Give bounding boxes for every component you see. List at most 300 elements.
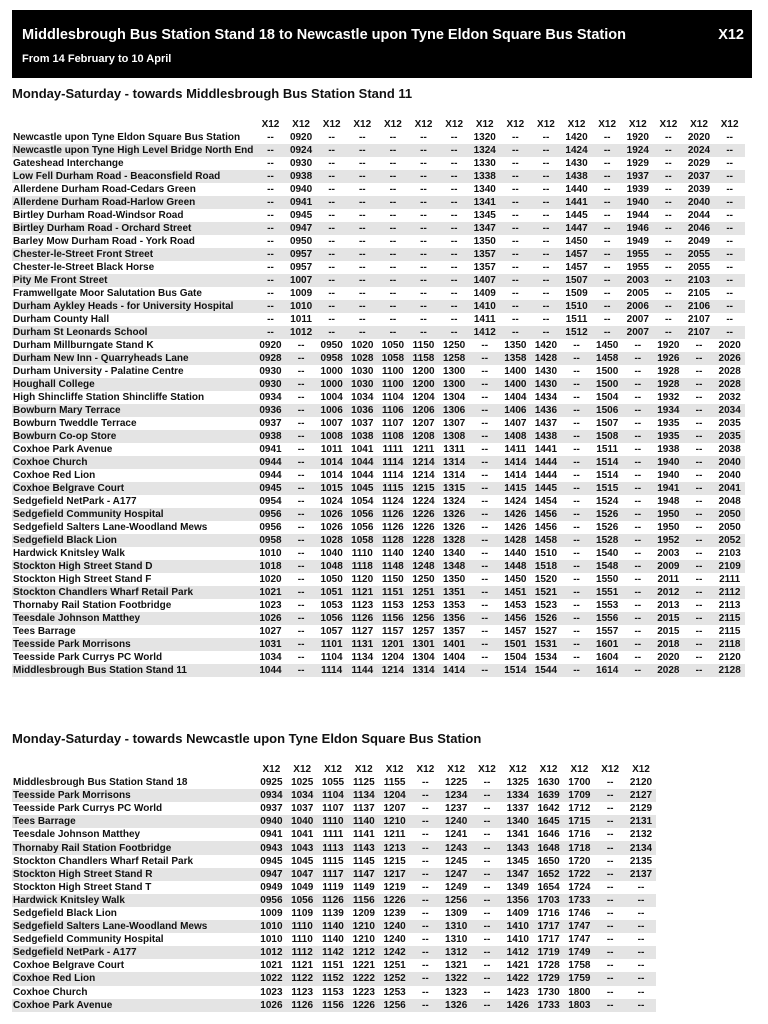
departure-time: 1506 xyxy=(592,404,623,417)
departure-time: 2018 xyxy=(653,638,684,651)
departure-time: 1117 xyxy=(318,868,349,881)
stop-name: Tees Barrage xyxy=(12,815,256,828)
departure-time: 1030 xyxy=(347,378,378,391)
departure-time: 1007 xyxy=(286,274,317,287)
departure-time: -- xyxy=(439,300,470,313)
departure-time: -- xyxy=(358,210,366,221)
departure-time: -- xyxy=(408,196,439,209)
departure-time: -- xyxy=(347,196,378,209)
departure-time: -- xyxy=(726,158,733,169)
departure-time: 1111 xyxy=(382,444,404,455)
departure-time: -- xyxy=(297,418,305,429)
stop-name: Newcastle upon Tyne High Level Bridge North End xyxy=(13,145,254,156)
departure-time: -- xyxy=(573,652,580,663)
departure-time: -- xyxy=(422,960,429,972)
departure-time: -- xyxy=(595,841,626,854)
departure-time: 1150 xyxy=(382,574,404,585)
departure-time: -- xyxy=(684,378,715,391)
departure-time: 1500 xyxy=(596,366,619,377)
departure-time: -- xyxy=(297,522,305,533)
section-title-northbound: Monday-Saturday - towards Newcastle upon Tyne Eldon Square Bus Station xyxy=(12,731,482,746)
departure-time: -- xyxy=(595,972,626,985)
stop-name: Durham University - Palatine Centre xyxy=(13,366,184,377)
route-number: X12 xyxy=(718,27,744,43)
departure-time: -- xyxy=(316,248,347,261)
departure-time: 2011 xyxy=(657,574,680,585)
departure-time: 1345 xyxy=(473,210,496,221)
departure-time: 1010 xyxy=(286,300,317,313)
departure-time: 1110 xyxy=(287,920,318,933)
departure-time: 1950 xyxy=(657,522,680,533)
departure-time: -- xyxy=(542,132,550,143)
departure-time: 1240 xyxy=(379,920,410,933)
departure-time: 1534 xyxy=(534,652,558,663)
departure-time: -- xyxy=(603,262,611,273)
departure-time: 1450 xyxy=(596,340,619,351)
departure-time: -- xyxy=(714,274,745,287)
departure-time: -- xyxy=(297,548,305,559)
departure-time: 1000 xyxy=(320,366,343,377)
departure-time: -- xyxy=(622,352,653,365)
departure-time: 1028 xyxy=(316,534,347,547)
departure-time: 0945 xyxy=(255,482,286,495)
departure-time: -- xyxy=(726,210,733,221)
departure-time: 2120 xyxy=(629,777,653,789)
departure-time: 1507 xyxy=(561,274,592,287)
stop-name: Stockton High Street Stand R xyxy=(12,868,256,881)
departure-time: 1222 xyxy=(348,972,379,985)
departure-time: -- xyxy=(439,222,470,235)
departure-time: 2132 xyxy=(629,829,653,841)
departure-time: 0930 xyxy=(259,366,282,377)
departure-time: -- xyxy=(622,430,653,443)
departure-time: 1511 xyxy=(596,444,619,455)
departure-time: -- xyxy=(316,300,347,313)
departure-time: 1441 xyxy=(561,196,592,209)
departure-time: 1428 xyxy=(531,352,562,365)
departure-time: 1709 xyxy=(564,789,595,802)
departure-time: 0930 xyxy=(289,158,313,169)
departure-time: 1034 xyxy=(351,392,374,403)
departure-time: -- xyxy=(286,404,317,417)
departure-time: 0944 xyxy=(255,456,286,469)
departure-time: -- xyxy=(328,262,336,273)
departure-time: 1929 xyxy=(626,158,649,169)
departure-time: 0940 xyxy=(256,815,287,828)
departure-time: 1423 xyxy=(506,986,529,998)
departure-time: -- xyxy=(378,274,409,287)
departure-time: 1326 xyxy=(439,508,470,521)
departure-time: -- xyxy=(573,340,580,351)
departure-time: 2115 xyxy=(714,612,745,625)
departure-time: 1224 xyxy=(412,496,435,507)
departure-time: -- xyxy=(606,907,614,919)
departure-time: 1553 xyxy=(596,600,619,611)
departure-time: -- xyxy=(378,144,409,157)
departure-time: 1210 xyxy=(352,934,375,946)
departure-time: 1601 xyxy=(592,638,623,651)
departure-time: 2020 xyxy=(657,652,680,663)
departure-time: 1027 xyxy=(259,626,282,637)
departure-time: 1022 xyxy=(256,972,287,985)
departure-time: -- xyxy=(408,274,439,287)
departure-time: -- xyxy=(606,934,614,946)
departure-time: 2029 xyxy=(687,158,711,169)
departure-time: 1341 xyxy=(469,196,500,209)
departure-time: -- xyxy=(286,378,317,391)
departure-time: 1420 xyxy=(534,340,558,351)
departure-time: 1106 xyxy=(378,404,409,417)
departure-time: 2007 xyxy=(622,326,653,339)
departure-time: 1420 xyxy=(565,132,588,143)
route-header: X12 xyxy=(598,119,617,130)
departure-time: 1252 xyxy=(379,972,410,985)
departure-time: 1221 xyxy=(352,960,375,972)
departure-time: 1411 xyxy=(473,314,496,325)
departure-time: 1256 xyxy=(408,612,439,625)
departure-time: -- xyxy=(469,430,500,443)
timetable-row xyxy=(12,986,656,999)
departure-time: 1018 xyxy=(255,560,286,573)
departure-time: 1140 xyxy=(382,548,404,559)
departure-time: 1654 xyxy=(537,881,560,893)
departure-time: 1240 xyxy=(441,815,472,828)
departure-time: 1948 xyxy=(657,496,680,507)
departure-time: -- xyxy=(573,548,580,559)
departure-time: 1021 xyxy=(260,960,283,972)
departure-time: 1010 xyxy=(259,548,282,559)
departure-time: 1409 xyxy=(506,907,529,919)
route-header: X12 xyxy=(384,119,402,130)
route-header: X12 xyxy=(447,764,466,775)
timetable-row xyxy=(12,651,745,664)
departure-time: 1406 xyxy=(500,404,531,417)
departure-time: 2035 xyxy=(718,418,741,429)
departure-time: 2107 xyxy=(684,326,715,339)
departure-time: 1214 xyxy=(378,664,409,677)
departure-time: -- xyxy=(512,210,519,221)
departure-time: 1011 xyxy=(320,444,343,455)
departure-time: 1118 xyxy=(347,560,378,573)
departure-time: 1300 xyxy=(439,378,470,391)
departure-time: -- xyxy=(469,586,500,599)
departure-time: 1524 xyxy=(596,496,619,507)
timetable-row xyxy=(12,638,745,651)
departure-time: 1228 xyxy=(408,534,439,547)
departure-time: 1257 xyxy=(412,626,435,637)
departure-time: 1026 xyxy=(320,522,343,533)
header-banner xyxy=(12,10,752,78)
departure-time: 1430 xyxy=(534,366,558,377)
departure-time: -- xyxy=(561,378,592,391)
departure-time: 1445 xyxy=(565,210,588,221)
departure-time: -- xyxy=(637,881,645,893)
departure-time: 1253 xyxy=(412,600,435,611)
departure-time: -- xyxy=(439,170,470,183)
departure-time: 0958 xyxy=(316,352,347,365)
route-header: X12 xyxy=(385,764,404,775)
departure-time: 1036 xyxy=(347,404,378,417)
departure-time: -- xyxy=(439,274,470,287)
departure-time: 1932 xyxy=(657,392,680,403)
departure-time: -- xyxy=(358,288,366,299)
departure-time: 0941 xyxy=(260,829,283,841)
departure-time: 2013 xyxy=(657,600,680,611)
departure-time: -- xyxy=(626,920,657,933)
stop-name: Newcastle upon Tyne Eldon Square Bus Station xyxy=(13,132,241,143)
timetable-row xyxy=(12,417,745,430)
departure-time: -- xyxy=(622,404,653,417)
timetable-row xyxy=(12,946,656,959)
departure-time: -- xyxy=(695,574,703,585)
departure-time: 2039 xyxy=(687,184,711,195)
departure-time: 2028 xyxy=(714,378,745,391)
stop-name: Sedgefield Black Lion xyxy=(12,534,255,547)
stop-name: Sedgefield Salters Lane-Woodland Mews xyxy=(12,920,256,933)
departure-time: -- xyxy=(622,560,653,573)
departure-time: 1527 xyxy=(534,626,558,637)
departure-time: -- xyxy=(512,132,519,143)
departure-time: 1717 xyxy=(533,920,564,933)
departure-time: 1500 xyxy=(592,378,623,391)
departure-time: 1056 xyxy=(351,522,374,533)
timetable-row xyxy=(12,815,656,828)
departure-time: 1206 xyxy=(408,404,439,417)
stop-name: Framwellgate Moor Salutation Bus Gate xyxy=(13,288,202,299)
departure-time: 1134 xyxy=(351,652,374,663)
departure-time: -- xyxy=(531,248,562,261)
departure-time: 1312 xyxy=(441,946,472,959)
departure-time: -- xyxy=(561,664,592,677)
departure-time: 1356 xyxy=(439,612,470,625)
departure-time: -- xyxy=(472,999,503,1012)
departure-time: 1026 xyxy=(316,508,347,521)
stop-name: Coxhoe Belgrave Court xyxy=(12,482,255,495)
departure-time: -- xyxy=(531,326,562,339)
departure-time: 1025 xyxy=(291,777,314,789)
departure-time: 2024 xyxy=(684,144,715,157)
stop-name: Houghall College xyxy=(12,378,255,391)
departure-time: -- xyxy=(347,274,378,287)
departure-time: -- xyxy=(422,881,429,893)
departure-time: -- xyxy=(695,652,703,663)
departure-time: 1414 xyxy=(504,470,527,481)
departure-time: 1234 xyxy=(441,789,472,802)
departure-time: 1803 xyxy=(564,999,595,1012)
departure-time: -- xyxy=(420,314,427,325)
departure-time: -- xyxy=(684,404,715,417)
departure-time: -- xyxy=(286,612,317,625)
departure-time: -- xyxy=(472,789,503,802)
departure-time: 1156 xyxy=(378,612,409,625)
departure-time: 1501 xyxy=(500,638,531,651)
departure-time: -- xyxy=(286,638,317,651)
departure-time: -- xyxy=(328,132,336,143)
departure-time: 1251 xyxy=(383,960,406,972)
departure-time: -- xyxy=(603,288,611,299)
departure-time: 0956 xyxy=(259,522,282,533)
departure-time: 1140 xyxy=(348,815,379,828)
departure-time: -- xyxy=(542,158,550,169)
departure-time: 1051 xyxy=(316,586,347,599)
departure-time: 1400 xyxy=(504,366,527,377)
departure-time: -- xyxy=(422,855,429,867)
departure-time: -- xyxy=(653,170,684,183)
departure-time: 2028 xyxy=(718,366,741,377)
departure-time: -- xyxy=(469,456,500,469)
departure-time: 0957 xyxy=(286,248,317,261)
stop-column-header xyxy=(12,763,256,776)
departure-time: 1020 xyxy=(259,574,282,585)
departure-time: -- xyxy=(603,158,611,169)
departure-time: -- xyxy=(469,378,500,391)
departure-time: 0934 xyxy=(259,392,282,403)
departure-time: 1126 xyxy=(378,508,409,521)
departure-time: 1311 xyxy=(443,444,465,455)
departure-time: -- xyxy=(665,236,672,247)
departure-time: -- xyxy=(297,470,305,481)
departure-time: -- xyxy=(286,352,317,365)
departure-time: -- xyxy=(481,418,489,429)
stop-name: Chester-le-Street Front Street xyxy=(12,248,255,261)
route-header: X12 xyxy=(720,119,739,130)
route-header: X12 xyxy=(601,764,620,775)
departure-time: 1430 xyxy=(565,158,588,169)
departure-time: 1110 xyxy=(351,548,373,559)
departure-time: -- xyxy=(450,158,458,169)
departure-time: 1204 xyxy=(412,392,435,403)
departure-time: 1153 xyxy=(382,600,404,611)
route-header-row xyxy=(12,118,745,131)
departure-time: 1226 xyxy=(379,894,410,907)
departure-time: -- xyxy=(531,222,562,235)
departure-time: -- xyxy=(297,340,305,351)
timetable-row xyxy=(12,326,745,339)
departure-time: -- xyxy=(347,144,378,157)
departure-time: -- xyxy=(542,236,550,247)
departure-time: -- xyxy=(316,144,347,157)
departure-time: 1404 xyxy=(504,392,527,403)
departure-time: 1334 xyxy=(502,789,533,802)
departure-time: -- xyxy=(512,262,519,273)
departure-time: 1407 xyxy=(469,274,500,287)
departure-time: 1119 xyxy=(322,881,344,893)
departure-time: 1211 xyxy=(412,444,435,455)
departure-time: -- xyxy=(634,574,642,585)
departure-time: -- xyxy=(420,210,427,221)
departure-time: -- xyxy=(726,314,733,325)
timetable-row xyxy=(12,828,656,841)
departure-time: 1012 xyxy=(286,326,317,339)
departure-time: 1040 xyxy=(287,815,318,828)
departure-time: 1021 xyxy=(255,586,286,599)
departure-time: 2040 xyxy=(684,196,715,209)
departure-time: -- xyxy=(634,444,642,455)
departure-time: 1114 xyxy=(378,456,409,469)
departure-time: 1123 xyxy=(351,600,374,611)
departure-time: -- xyxy=(267,314,274,325)
departure-time: -- xyxy=(483,803,491,815)
departure-time: 0947 xyxy=(286,222,317,235)
departure-time: 1437 xyxy=(534,418,558,429)
departure-time: 1544 xyxy=(531,664,562,677)
departure-time: 1724 xyxy=(568,881,591,893)
departure-time: 1949 xyxy=(626,236,649,247)
departure-time: 1150 xyxy=(412,340,435,351)
departure-time: 2135 xyxy=(629,855,653,867)
departure-time: -- xyxy=(634,496,642,507)
departure-time: 0936 xyxy=(255,404,286,417)
departure-time: -- xyxy=(328,314,336,325)
stop-name: Durham New Inn - Quarryheads Lane xyxy=(12,352,255,365)
departure-time: -- xyxy=(653,222,684,235)
timetable-row xyxy=(12,196,745,209)
timetable-row xyxy=(12,881,656,894)
route-header: X12 xyxy=(537,119,555,130)
departure-time: 1053 xyxy=(320,600,343,611)
departure-time: 1200 xyxy=(412,366,435,377)
departure-time: -- xyxy=(297,626,305,637)
departure-time: 1447 xyxy=(561,222,592,235)
departure-time: 1315 xyxy=(439,482,470,495)
departure-time: 1719 xyxy=(533,946,564,959)
departure-time: -- xyxy=(347,170,378,183)
departure-time: -- xyxy=(622,482,653,495)
departure-time: 1010 xyxy=(256,920,287,933)
departure-time: 2028 xyxy=(653,664,684,677)
departure-time: 2044 xyxy=(687,210,711,221)
departure-time: -- xyxy=(420,132,427,143)
departure-time: 1245 xyxy=(445,855,468,867)
departure-time: 1207 xyxy=(383,803,406,815)
departure-time: 1456 xyxy=(531,508,562,521)
stop-name: Birtley Durham Road - Orchard Street xyxy=(12,222,255,235)
departure-time: 1548 xyxy=(592,560,623,573)
departure-time: 1421 xyxy=(506,960,529,972)
departure-time: 1614 xyxy=(592,664,623,677)
departure-time: -- xyxy=(606,986,614,998)
departure-time: 1225 xyxy=(445,777,468,789)
departure-time: -- xyxy=(408,144,439,157)
departure-time: 2020 xyxy=(718,340,741,351)
departure-time: -- xyxy=(684,534,715,547)
departure-time: 1100 xyxy=(382,366,404,377)
stop-name: Sedgefield Salters Lane-Woodland Mews xyxy=(13,522,208,533)
departure-time: 1504 xyxy=(596,392,619,403)
departure-time: -- xyxy=(684,560,715,573)
departure-time: -- xyxy=(684,352,715,365)
departure-time: -- xyxy=(714,300,745,313)
timetable-row xyxy=(12,625,745,638)
departure-time: -- xyxy=(389,236,397,247)
departure-time: 1540 xyxy=(596,548,619,559)
departure-time: 1125 xyxy=(352,777,375,789)
departure-time: 2048 xyxy=(718,496,741,507)
departure-time: -- xyxy=(561,612,592,625)
departure-time: 2050 xyxy=(714,508,745,521)
stop-name: Durham Millburngate Stand K xyxy=(13,340,154,351)
departure-time: 2127 xyxy=(626,789,657,802)
departure-time: 2115 xyxy=(718,626,741,637)
departure-time: 0949 xyxy=(260,881,283,893)
timetable-row xyxy=(12,261,745,274)
departure-time: 1450 xyxy=(565,236,588,247)
departure-time: -- xyxy=(573,600,580,611)
stop-name: Sedgefield Black Lion xyxy=(13,907,117,919)
stop-name: Sedgefield Community Hospital xyxy=(13,934,164,946)
departure-time: 1031 xyxy=(255,638,286,651)
departure-time: -- xyxy=(595,920,626,933)
